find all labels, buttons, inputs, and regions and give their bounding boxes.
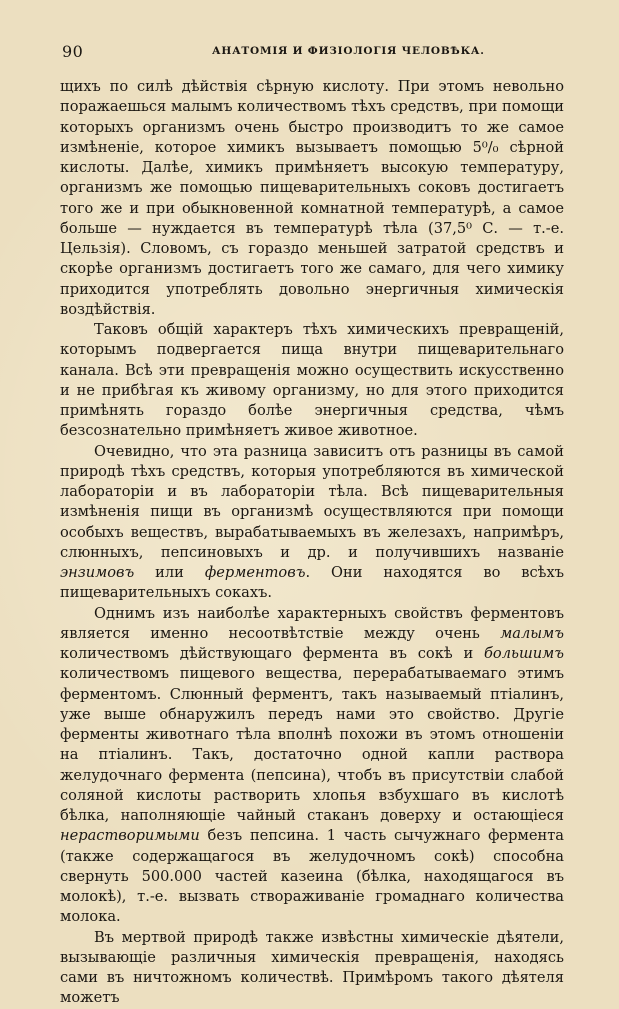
text-run: Въ мертвой природѣ также извѣстны химическіе дѣятели, вызывающіе различныя химическія превращенія, находясь сами въ ничтожномъ количествѣ. Примѣромъ такого дѣятеля можетъ (60, 928, 564, 1007)
text-run: безъ пепсина. 1 часть сычужнаго фермента (также содержащагося въ желудочномъ сокѣ) способна свернуть 500.000 частей казеина (бѣлка, находящагося въ молокѣ), т.-е. вызвать створаживаніе громаднаго количества молока. (60, 827, 564, 926)
text-run: или (134, 564, 205, 581)
text-run: щихъ по силѣ дѣйствія сѣрную кислоту. При этомъ невольно поражаешься малымъ количествомъ тѣхъ средствъ, при помощи которыхъ организмъ очень быстро производитъ то же самое измѣненіе, которое химикъ вызываетъ помощью 5⁰/₀ сѣрной кислоты. Далѣе, химикъ примѣняетъ высокую температуру, организмъ же помощью пищеварительныхъ соковъ достигаетъ того же и при обыкновенной комнатной температурѣ, а самое больше — нуждается въ температурѣ тѣла (37,5⁰ С. — т.-е. Цельзія). Словомъ, съ гораздо меньшей затратой средствъ и скорѣе организмъ достигаетъ того же самаго, для чего химику приходится употреблять довольно энергичныя химическія воздѣйствія. (60, 78, 564, 318)
running-title: АНАТОМІЯ И ФИЗІОЛОГІЯ ЧЕЛОВѢКА. (212, 45, 485, 57)
text-run: количествомъ дѣйствующаго фермента въ сокѣ и (60, 645, 485, 662)
paragraph (60, 604, 564, 928)
paragraph (60, 320, 564, 442)
italic-term: малымъ (500, 624, 564, 642)
body-text (60, 77, 564, 1009)
text-run: Таковъ общій характеръ тѣхъ химическихъ превращеній, которымъ подвергается пища внутри пищеварительнаго канала. Всѣ эти превращенія можно осуществить искусственно и не прибѣгая къ живому организму, но для этого приходится примѣнять гораздо болѣе энергичныя средства, чѣмъ безсознательно примѣняетъ живое животное. (60, 321, 564, 440)
italic-term: ферментовъ (204, 564, 306, 581)
italic-term: нерастворимыми (60, 827, 200, 845)
paragraph (60, 77, 564, 320)
paragraph (60, 442, 564, 604)
text-run: . Они находятся во всѣхъ пищеварительныхъ сокахъ. (60, 564, 564, 602)
text-run: количествомъ пищевого вещества, перерабатываемаго этимъ ферментомъ. Слюнный ферментъ, такъ называемый птіалинъ, уже выше обнаружилъ передъ нами это свойство. Другіе ферменты животнаго тѣла вполнѣ похожи въ этомъ отношеніи на птіалинъ. Такъ, достаточно одной капли раствора желудочнаго фермента (пепсина), чтобъ въ присутствіи слабой соляной кислоты растворить хлопья взбухшаго въ кислотѣ бѣлка, наполняющіе чайный стаканъ доверху и остающіеся (60, 665, 564, 824)
text-run: Очевидно, что эта разница зависитъ отъ разницы въ самой природѣ тѣхъ средствъ, которыя употребляются въ химической лабораторіи и въ лабораторіи тѣла. Всѣ пищеварительныя измѣненія пищи въ организмѣ осуществляются при помощи особыхъ веществъ, вырабатываемыхъ въ железахъ, напримѣръ, слюнныхъ, пепсиновыхъ и др. и получившихъ названіе (60, 442, 564, 561)
running-head (62, 42, 558, 64)
paragraph (60, 928, 564, 1009)
italic-term: энзимовъ (60, 564, 135, 581)
italic-term: большимъ (484, 645, 564, 662)
page-number: 90 (62, 42, 84, 61)
text-run: Однимъ изъ наиболѣе характерныхъ свойствъ ферментовъ является именно несоотвѣтствіе между очень (60, 604, 564, 642)
